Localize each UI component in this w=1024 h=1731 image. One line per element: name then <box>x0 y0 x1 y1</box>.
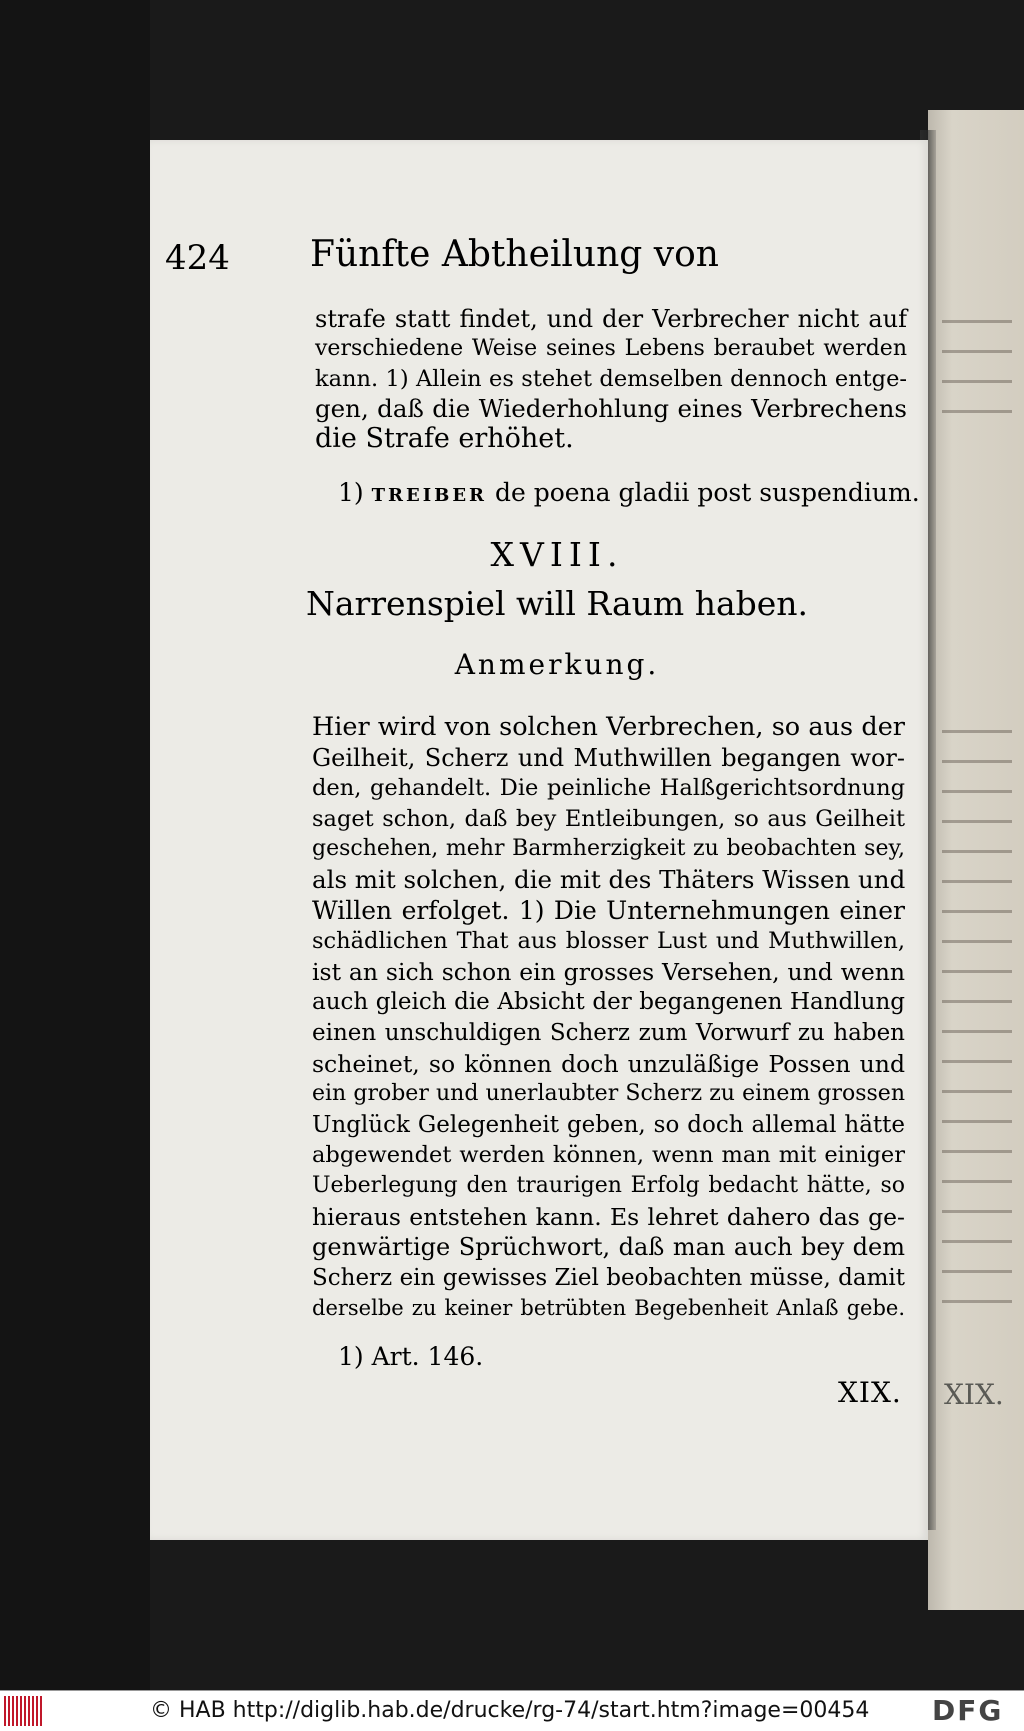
text-line: als mit solchen, die mit des Thäters Wissen und <box>312 864 906 894</box>
text-line: kann. 1) Allein es stehet demselben dennoch entge- <box>315 366 907 392</box>
text-line: Hier wird von solchen Verbrechen, so aus der <box>312 712 905 742</box>
running-title: Fünfte Abtheilung von <box>310 234 719 275</box>
paragraph-anmerkung <box>312 712 905 1324</box>
adjacent-page-line <box>942 1000 1012 1003</box>
dfg-logo: DFG <box>932 1694 1004 1727</box>
adjacent-page-line <box>942 380 1012 383</box>
adjacent-page-line <box>942 910 1012 913</box>
adjacent-page-line <box>942 970 1012 973</box>
text-line: Unglück Gelegenheit geben, so doch allemal hätte <box>312 1111 905 1138</box>
footnote-1 <box>338 478 920 507</box>
adjacent-page-line <box>942 320 1012 323</box>
adjacent-page-line <box>942 1060 1012 1063</box>
text-line: Scherz ein gewisses Ziel beobachten müsse, damit <box>312 1264 905 1291</box>
running-header <box>165 234 785 286</box>
text-line: abgewendet werden können, wenn man mit einiger <box>312 1142 905 1169</box>
text-line: ist an sich schon ein grosses Versehen, und wenn <box>312 957 905 986</box>
section-number: XVIII. <box>490 535 624 574</box>
adjacent-page-line <box>942 790 1012 793</box>
footnote-marker: 1) <box>338 478 364 507</box>
text-line: den, gehandelt. Die peinliche Halßgerichtsordnung <box>312 775 905 802</box>
hab-logo-icon <box>4 1696 46 1726</box>
scan-background-left <box>0 0 150 1720</box>
adjacent-page-line <box>942 880 1012 883</box>
footnote-text: de poena gladii post suspendium. <box>494 478 920 507</box>
adjacent-page-line <box>942 730 1012 733</box>
section-subheading: Anmerkung. <box>454 648 660 681</box>
page-number: 424 <box>165 238 230 278</box>
text-line: auch gleich die Absicht der begangenen Handlung <box>312 989 905 1016</box>
text-line: Ueberlegung den traurigen Erfolg bedacht hätte, so <box>312 1172 905 1198</box>
text-line: strafe statt findet, und der Verbrecher nicht auf <box>315 305 907 333</box>
text-line: einen unschuldigen Scherz zum Vorwurf zu haben <box>312 1019 905 1046</box>
text-line: hieraus entstehen kann. Es lehret dahero das ge- <box>312 1202 905 1231</box>
adjacent-page-line <box>942 1180 1012 1183</box>
adjacent-page-catchword: XIX. <box>944 1378 1004 1411</box>
catchword: XIX. <box>838 1376 902 1409</box>
adjacent-page-line <box>942 1210 1012 1213</box>
adjacent-page-line <box>942 940 1012 943</box>
paragraph-continued <box>315 304 907 454</box>
text-line: verschiedene Weise seines Lebens beraubet werden <box>315 336 907 361</box>
adjacent-page-line <box>942 1030 1012 1033</box>
section-title: Narrenspiel will Raum haben. <box>305 584 809 623</box>
text-line: derselbe zu keiner betrübten Begebenheit Anlaß gebe. <box>312 1296 905 1321</box>
adjacent-page-line <box>942 1240 1012 1243</box>
text-line: scheinet, so können doch unzuläßige Possen und <box>312 1049 905 1078</box>
text-line: saget schon, daß bey Entleibungen, so aus Geilheit <box>312 805 905 832</box>
copyright-link[interactable]: © HAB http://diglib.hab.de/drucke/rg-74/start.htm?image=00454 <box>150 1698 870 1723</box>
footnote-author: TREIBER <box>371 485 488 506</box>
adjacent-page-line <box>942 1120 1012 1123</box>
text-line: Willen erfolget. 1) Die Unternehmungen einer <box>312 895 905 925</box>
text-line: schädlichen That aus blosser Lust und Muthwillen, <box>312 928 905 955</box>
text-line: die Strafe erhöhet. <box>315 423 574 454</box>
adjacent-page-line <box>942 1090 1012 1093</box>
adjacent-page-line <box>942 1150 1012 1153</box>
text-line: ein grober und unerlaubter Scherz zu einem grossen <box>312 1081 905 1107</box>
text-line: Geilheit, Scherz und Muthwillen begangen wor- <box>312 743 905 772</box>
adjacent-page-line <box>942 760 1012 763</box>
adjacent-page-line <box>942 410 1012 413</box>
footnote-2: 1) Art. 146. <box>338 1342 484 1371</box>
text-line: gen, daß die Wiederhohlung eines Verbrechens <box>315 394 907 423</box>
adjacent-page-line <box>942 820 1012 823</box>
adjacent-page-line <box>942 850 1012 853</box>
adjacent-page-line <box>942 1300 1012 1303</box>
adjacent-page-line <box>942 350 1012 353</box>
text-line: genwärtige Sprüchwort, daß man auch bey dem <box>312 1233 905 1262</box>
adjacent-page-line <box>942 1270 1012 1273</box>
text-line: geschehen, mehr Barmherzigkeit zu beobachten sey, <box>312 836 905 862</box>
